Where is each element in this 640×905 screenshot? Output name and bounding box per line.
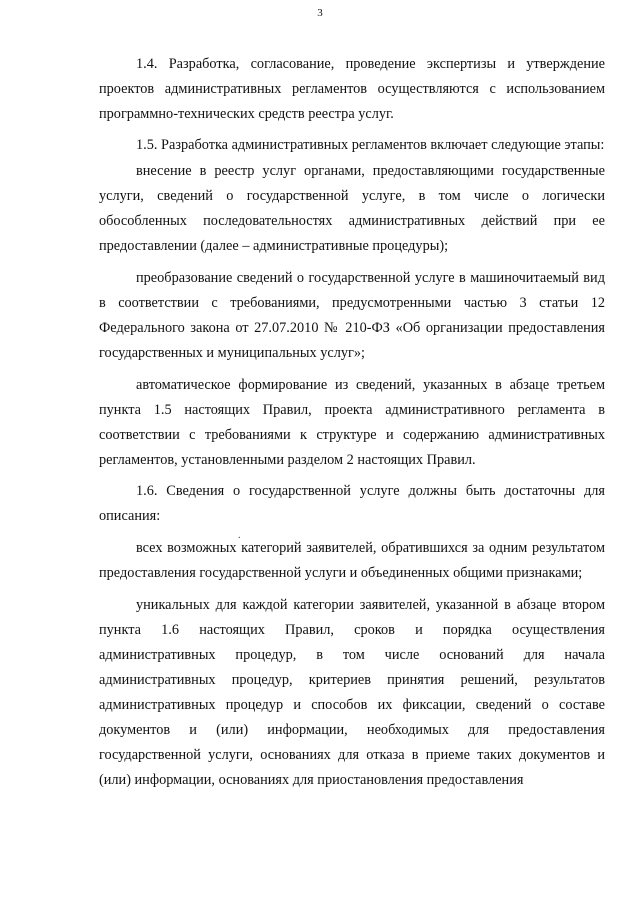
paragraph-1-4: 1.4. Разработка, согласование, проведение экспертизы и утверждение проектов административных регламентов осуществляются с использованием программно-технических средств реестра услуг. [99,56,605,122]
scan-speck-mark: . [238,530,241,541]
paragraph-applicant-categories: всех возможных категорий заявителей, обратившихся за одним результатом предоставления государственной услуги и объединенных общими признаками; [99,540,605,581]
page-number: 3 [317,7,323,19]
document-body [99,52,605,793]
paragraph-unique-procedures: уникальных для каждой категории заявителей, указанной в абзаце втором пункта 1.6 настоящих Правил, сроков и порядка осуществления административных процедур, в том числе оснований для начала административных процедур, критериев принятия решений, результатов административных процедур и способов их фиксации, сведений о составе документов и (или) информации, необходимых для предоставления государственной услуги, основаниях для отказа в приеме таких документов и (или) информации, основаниях для приостановления предоставления [99,597,605,788]
paragraph-stage-auto-generation: автоматическое формирование из сведений, указанных в абзаце третьем пункта 1.5 настоящих Правил, проекта административного регламента в соответствии с требованиями к структуре и содержанию административных регламентов, установленными разделом 2 настоящих Правил. [99,377,605,468]
paragraph-stage-machine-readable: преобразование сведений о государственной услуге в машиночитаемый вид в соответствии с требованиями, предусмотренными частью 3 статьи 12 Федерального закона от 27.07.2010 № 210-ФЗ «Об организации предоставления государственных и муниципальных услуг»; [99,270,605,361]
paragraph-1-5: 1.5. Разработка административных регламентов включает следующие этапы: [136,137,605,153]
paragraph-stage-registry-entry: внесение в реестр услуг органами, предоставляющими государственные услуги, сведений о государственной услуге, в том числе о логически обособленных последовательностях административных действий при ее предоставлении (далее – административные процедуры); [99,163,605,254]
paragraph-1-6: 1.6. Сведения о государственной услуге должны быть достаточны для описания: [99,483,605,524]
